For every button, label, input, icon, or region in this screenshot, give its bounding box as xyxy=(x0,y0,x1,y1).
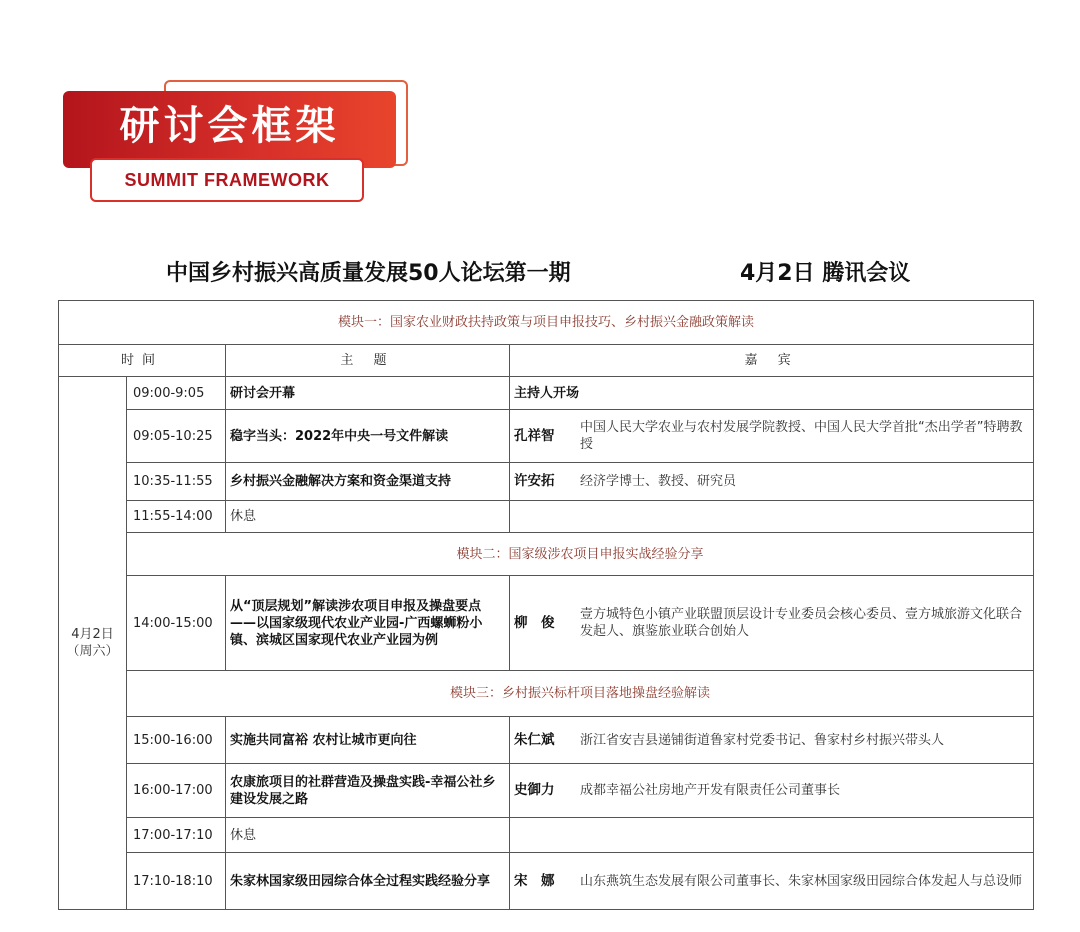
header-topic: 主 题 xyxy=(226,345,510,377)
guest-cell xyxy=(510,410,1034,463)
header-row xyxy=(59,345,1034,377)
topic-cell: 朱家林国家级田园综合体全过程实践经验分享 xyxy=(226,853,510,910)
time-cell: 09:00-9:05 xyxy=(127,377,226,410)
guest-desc: 壹方城特色小镇产业联盟顶层设计专业委员会核心委员、壹方城旅游文化联合发起人、旗鉴旅业联合创始人 xyxy=(580,607,1023,639)
date-label: 4月2日 xyxy=(71,627,114,642)
guest-name: 许安拓 xyxy=(514,473,555,489)
guest-cell xyxy=(510,853,1034,910)
table-row xyxy=(59,818,1034,853)
guest-cell xyxy=(510,463,1034,501)
guest-cell xyxy=(510,501,1034,533)
table-row xyxy=(59,764,1034,818)
module-row-3 xyxy=(59,671,1034,717)
weekday-label: （周六） xyxy=(66,644,119,659)
guest-cell xyxy=(510,818,1034,853)
forum-title: 中国乡村振兴高质量发展50人论坛第一期 xyxy=(166,261,571,286)
guest-desc: 成都幸福公社房地产开发有限责任公司董事长 xyxy=(580,783,841,798)
time-cell: 09:05-10:25 xyxy=(127,410,226,463)
badge-title: 研讨会框架 xyxy=(119,103,340,149)
module-row-1 xyxy=(59,301,1034,345)
table-row xyxy=(59,377,1034,410)
badge-subtitle: SUMMIT FRAMEWORK xyxy=(90,158,364,202)
host-label: 主持人开场 xyxy=(514,385,580,401)
topic-cell: 稳字当头：2022年中央一号文件解读 xyxy=(226,410,510,463)
time-cell: 17:00-17:10 xyxy=(127,818,226,853)
date-cell xyxy=(59,377,127,910)
guest-desc: 山东燕筑生态发展有限公司董事长、朱家林国家级田园综合体发起人与总设师 xyxy=(580,873,1023,889)
agenda-table xyxy=(58,300,1034,910)
guest-cell xyxy=(510,576,1034,671)
topic-cell: 乡村振兴金融解决方案和资金渠道支持 xyxy=(226,463,510,501)
guest-name: 史御力 xyxy=(514,782,555,798)
time-cell: 17:10-18:10 xyxy=(127,853,226,910)
guest-desc: 中国人民大学农业与农村发展学院教授、中国人民大学首批“杰出学者”特聘教授 xyxy=(580,420,1023,452)
topic-cell: 研讨会开幕 xyxy=(226,377,510,410)
page-heading xyxy=(0,256,1080,286)
table-row xyxy=(59,717,1034,764)
guest-name: 朱仁斌 xyxy=(514,731,555,748)
topic-cell: 实施共同富裕 农村让城市更向往 xyxy=(226,717,510,764)
module-row-2 xyxy=(59,533,1034,576)
guest-cell xyxy=(510,764,1034,818)
table-row xyxy=(59,410,1034,463)
topic-cell: 农康旅项目的社群营造及操盘实践-幸福公社乡建设发展之路 xyxy=(226,764,510,818)
module-1-title: 模块一：国家农业财政扶持政策与项目申报技巧、乡村振兴金融政策解读 xyxy=(59,301,1034,345)
time-cell: 10:35-11:55 xyxy=(127,463,226,501)
table-row xyxy=(59,853,1034,910)
module-3-title: 模块三：乡村振兴标杆项目落地操盘经验解读 xyxy=(127,671,1034,717)
time-cell: 16:00-17:00 xyxy=(127,764,226,818)
time-cell: 15:00-16:00 xyxy=(127,717,226,764)
guest-name: 宋 娜 xyxy=(514,872,555,889)
guest-desc: 浙江省安吉县递铺街道鲁家村党委书记、鲁家村乡村振兴带头人 xyxy=(580,732,945,748)
header-guest: 嘉 宾 xyxy=(510,345,1034,377)
topic-cell: 休息 xyxy=(226,501,510,533)
table-row xyxy=(59,501,1034,533)
module-2-title: 模块二：国家级涉农项目申报实战经验分享 xyxy=(127,533,1034,576)
guest-name: 孔祥智 xyxy=(514,427,555,444)
guest-cell xyxy=(510,377,1034,410)
guest-name: 柳 俊 xyxy=(514,614,555,631)
topic-cell: 从“顶层规划”解读涉农项目申报及操盘要点——以国家级现代农业产业园-广西螺蛳粉小镇、滨城区国家现代农业产业园为例 xyxy=(226,576,510,671)
table-row xyxy=(59,463,1034,501)
guest-desc: 经济学博士、教授、研究员 xyxy=(580,474,737,489)
topic-cell: 休息 xyxy=(226,818,510,853)
header-time: 时间 xyxy=(59,345,226,377)
table-row xyxy=(59,576,1034,671)
time-cell: 14:00-15:00 xyxy=(127,576,226,671)
time-cell: 11:55-14:00 xyxy=(127,501,226,533)
date-venue: 4月2日 腾讯会议 xyxy=(740,261,911,286)
guest-cell xyxy=(510,717,1034,764)
